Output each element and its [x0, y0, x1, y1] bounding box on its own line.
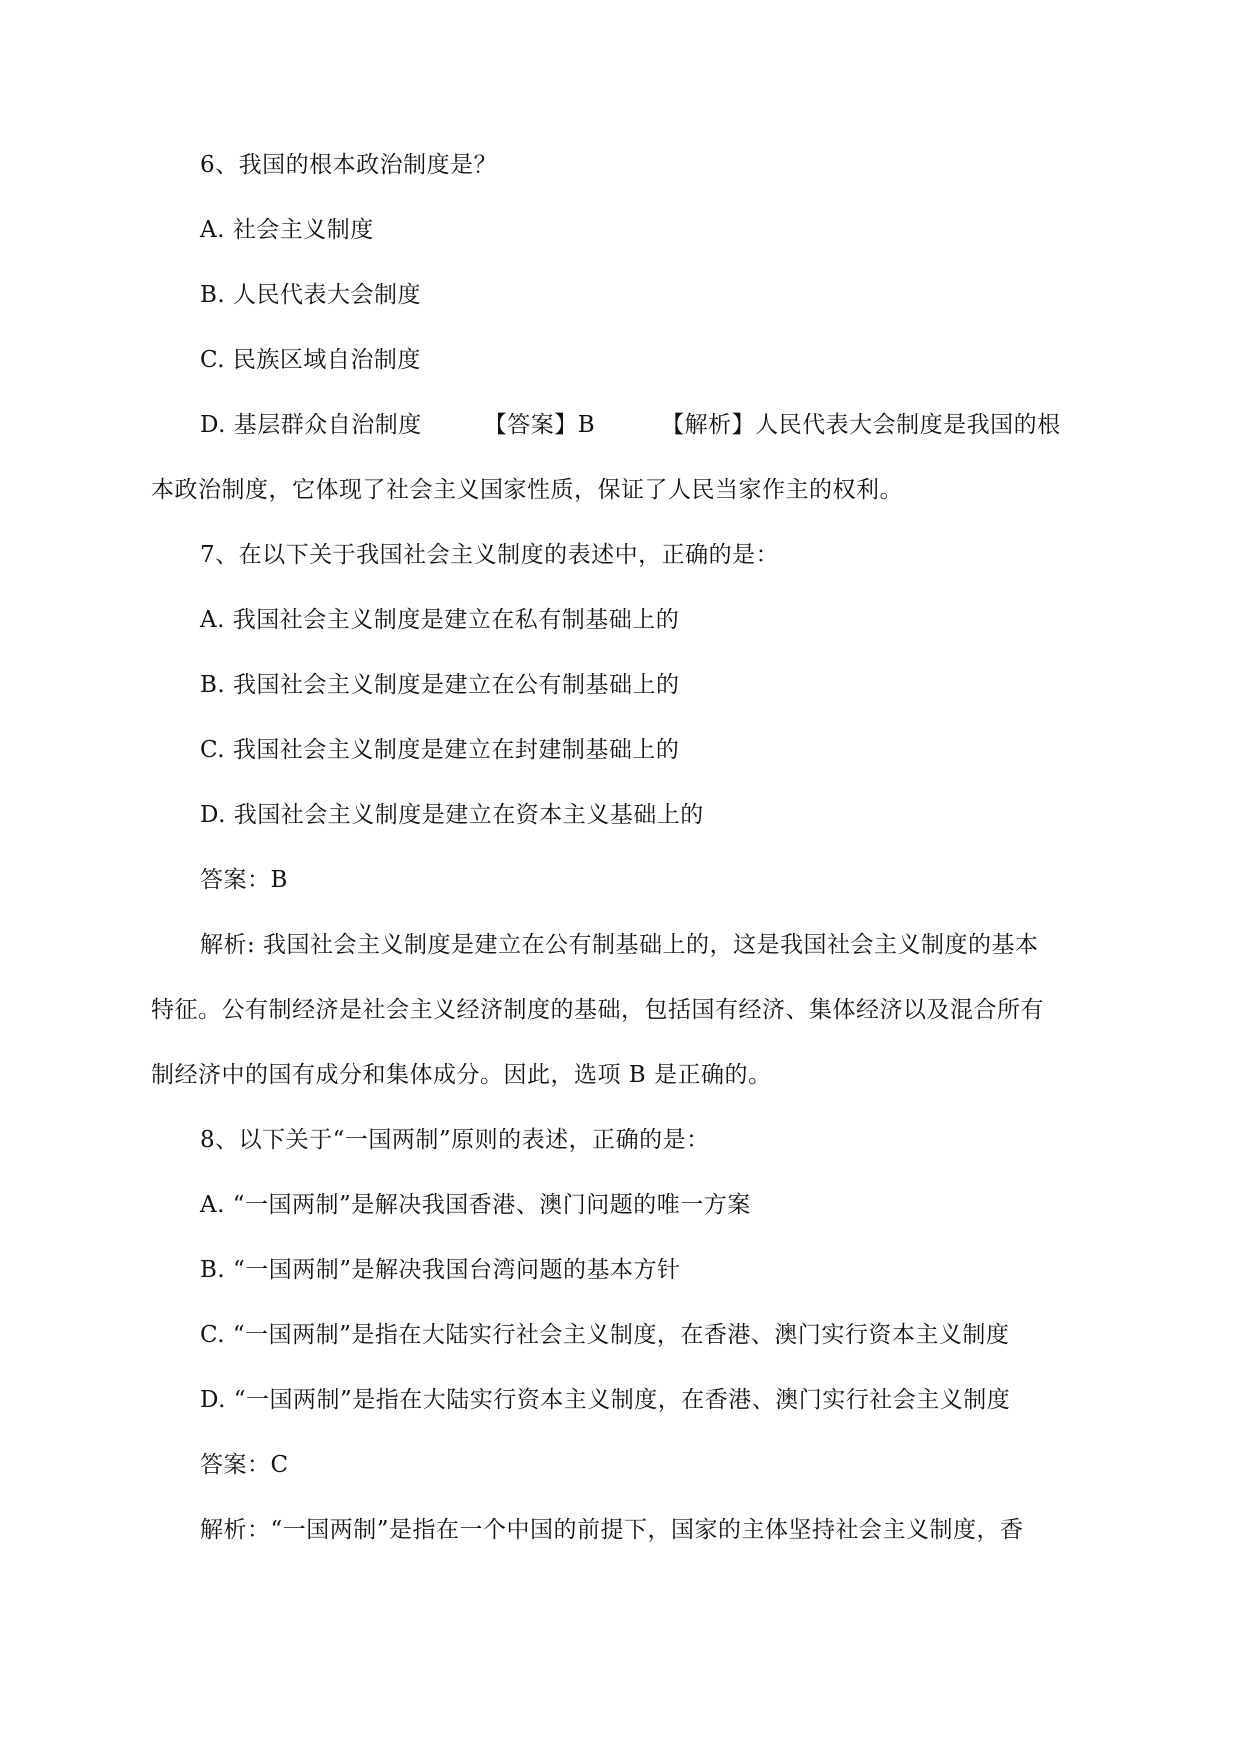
question-8-option-b: B. “一国两制”是解决我国台湾问题的基本方针 — [200, 1257, 681, 1283]
question-7-stem: 7、在以下关于我国社会主义制度的表述中，正确的是： — [200, 542, 780, 568]
question-7-analysis-line-1: 解析: 我国社会主义制度是建立在公有制基础上的，这是我国社会主义制度的基本 — [200, 932, 1039, 958]
question-6-option-b: B. 人民代表大会制度 — [200, 282, 422, 308]
question-7-analysis-line-2: 特征。公有制经济是社会主义经济制度的基础，包括国有经济、集体经济以及混合所有 — [151, 997, 1044, 1023]
question-8-analysis-line-1: 解析：“一国两制”是指在一个中国的前提下，国家的主体坚持社会主义制度，香 — [200, 1517, 1024, 1543]
question-6-option-c: C. 民族区域自治制度 — [200, 347, 421, 373]
question-7-option-b: B. 我国社会主义制度是建立在公有制基础上的 — [200, 672, 680, 698]
question-8-option-a: A. “一国两制”是解决我国香港、澳门问题的唯一方案 — [200, 1192, 751, 1218]
question-6-analysis-line-1: 人民代表大会制度是我国的根 — [755, 412, 1061, 438]
question-8-option-d: D. “一国两制”是指在大陆实行资本主义制度，在香港、澳门实行社会主义制度 — [200, 1387, 1011, 1413]
question-6-analysis-label: 【解析】 — [661, 412, 756, 438]
question-6-answer: 【答案】B — [483, 412, 596, 438]
question-6-stem: 6、我国的根本政治制度是？ — [200, 152, 498, 178]
question-6-analysis-line-2: 本政治制度，它体现了社会主义国家性质，保证了人民当家作主的权利。 — [151, 477, 903, 503]
question-7-answer: 答案：B — [200, 867, 288, 893]
question-8-option-c: C. “一国两制”是指在大陆实行社会主义制度，在香港、澳门实行资本主义制度 — [200, 1322, 1010, 1348]
question-6-option-d-line — [200, 410, 1061, 440]
question-8-stem: 8、以下关于“一国两制”原则的表述，正确的是： — [200, 1127, 710, 1153]
question-7-option-a: A. 我国社会主义制度是建立在私有制基础上的 — [200, 607, 680, 633]
question-6-option-d: D. 基层群众自治制度 — [200, 412, 422, 438]
question-7-option-c: C. 我国社会主义制度是建立在封建制基础上的 — [200, 737, 680, 763]
question-8-answer: 答案：C — [200, 1452, 289, 1478]
question-7-option-d: D. 我国社会主义制度是建立在资本主义基础上的 — [200, 802, 704, 828]
question-7-analysis-line-3: 制经济中的国有成分和集体成分。因此，选项 B 是正确的。 — [151, 1062, 772, 1088]
question-6-option-a: A. 社会主义制度 — [200, 217, 374, 243]
